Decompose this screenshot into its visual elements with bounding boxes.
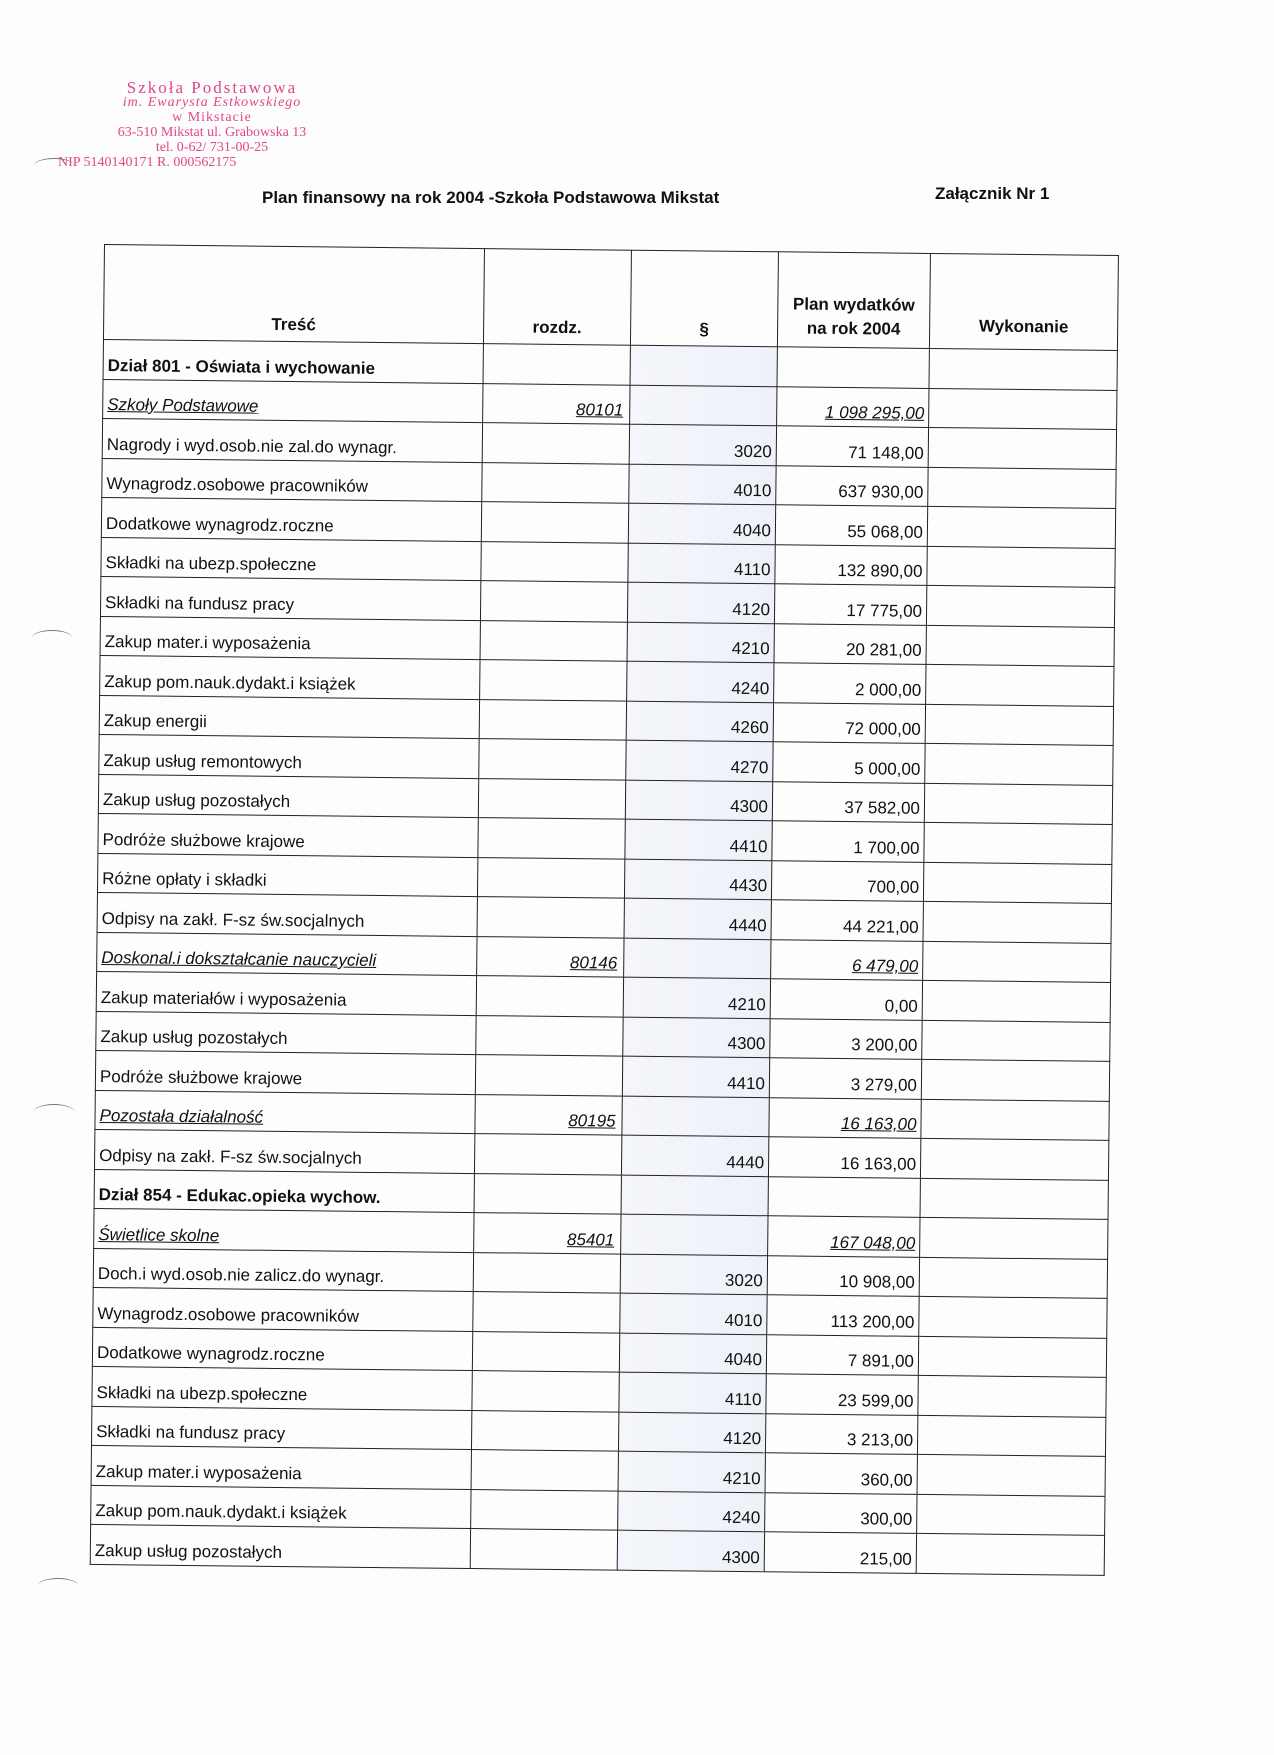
cell-tresc: Odpisy na zakł. F-sz św.socjalnych	[97, 892, 477, 936]
cell-plan: 1 700,00	[772, 821, 924, 862]
cell-tresc: Szkoły Podstawowe	[103, 379, 483, 423]
cell-wykonanie	[929, 388, 1117, 430]
cell-tresc: Zakup mater.i wyposażenia	[100, 616, 480, 660]
cell-plan: 72 000,00	[773, 702, 925, 743]
cell-rozdz	[480, 660, 627, 701]
cell-wykonanie	[923, 901, 1111, 943]
cell-paragraf: 3020	[629, 424, 776, 465]
cell-plan: 17 775,00	[774, 584, 926, 625]
cell-rozdz	[482, 423, 629, 464]
cell-rozdz	[480, 620, 627, 661]
cell-tresc: Dodatkowe wynagrodz.roczne	[92, 1327, 472, 1371]
cell-plan: 3 200,00	[770, 1018, 922, 1059]
cell-rozdz	[471, 1489, 618, 1530]
cell-plan: 7 891,00	[766, 1334, 918, 1375]
cell-rozdz	[476, 1015, 623, 1056]
cell-plan: 215,00	[764, 1532, 916, 1573]
cell-plan: 700,00	[771, 860, 923, 901]
cell-paragraf: 4040	[619, 1333, 766, 1374]
cell-tresc: Pozostała działalność	[95, 1090, 475, 1134]
cell-wykonanie	[917, 1494, 1105, 1536]
cell-plan: 23 599,00	[766, 1374, 918, 1415]
cell-tresc: Świetlice skolne	[94, 1208, 474, 1252]
punch-hole-mark	[38, 1578, 78, 1593]
punch-hole-mark	[32, 630, 72, 645]
cell-tresc: Dodatkowe wynagrodz.roczne	[101, 497, 481, 541]
punch-hole-mark	[34, 158, 74, 173]
cell-paragraf: 4240	[627, 661, 774, 702]
cell-wykonanie	[928, 467, 1116, 509]
cell-paragraf	[621, 1175, 768, 1216]
cell-tresc: Doch.i wyd.osob.nie zalicz.do wynagr.	[93, 1248, 473, 1292]
cell-plan: 10 908,00	[767, 1255, 919, 1296]
cell-paragraf: 4410	[622, 1056, 769, 1097]
cell-tresc: Doskonal.i dokształcanie nauczycieli	[97, 932, 477, 976]
cell-rozdz	[479, 739, 626, 780]
cell-plan: 2 000,00	[774, 663, 926, 704]
cell-wykonanie	[922, 1020, 1110, 1062]
cell-rozdz	[481, 541, 628, 582]
cell-rozdz: 80101	[483, 383, 630, 424]
cell-tresc: Dział 801 - Oświata i wychowanie	[103, 339, 483, 383]
cell-rozdz: 80195	[475, 1094, 622, 1135]
header-wykonanie: Wykonanie	[929, 253, 1118, 350]
table-body	[90, 339, 1117, 1574]
cell-rozdz	[470, 1529, 617, 1570]
cell-rozdz	[481, 502, 628, 543]
cell-rozdz: 85401	[474, 1213, 621, 1254]
cell-rozdz	[478, 778, 625, 819]
cell-plan	[768, 1176, 920, 1217]
cell-paragraf: 4120	[627, 582, 774, 623]
cell-wykonanie	[917, 1415, 1105, 1457]
annex-label: Załącznik Nr 1	[935, 184, 1050, 203]
cell-rozdz	[475, 1055, 622, 1096]
cell-wykonanie	[919, 1296, 1107, 1338]
stamp-line-school-name: Szkoła Podstawowa	[126, 78, 298, 97]
cell-wykonanie	[923, 941, 1111, 983]
cell-plan: 3 279,00	[769, 1058, 921, 1099]
cell-wykonanie	[918, 1375, 1106, 1417]
cell-wykonanie	[926, 664, 1114, 706]
cell-tresc: Zakup usług pozostałych	[96, 1011, 476, 1055]
financial-plan-table	[90, 244, 1119, 1575]
cell-plan: 167 048,00	[768, 1216, 920, 1257]
cell-wykonanie	[926, 625, 1114, 667]
cell-rozdz	[483, 344, 630, 385]
header-tresc: Treść	[103, 245, 484, 344]
stamp-line-phone: tel. 0-62/ 731-00-25	[155, 140, 269, 155]
cell-tresc: Dział 854 - Edukac.opieka wychow.	[94, 1169, 474, 1213]
cell-wykonanie	[924, 783, 1112, 825]
cell-tresc: Podróże służbowe krajowe	[95, 1050, 475, 1094]
cell-rozdz	[477, 857, 624, 898]
cell-tresc: Wynagrodz.osobowe pracowników	[102, 458, 482, 502]
cell-tresc: Zakup usług pozostałych	[98, 774, 478, 818]
cell-plan: 20 281,00	[774, 623, 926, 664]
cell-tresc: Składki na fundusz pracy	[100, 576, 480, 620]
cell-paragraf	[630, 385, 777, 426]
header-paragraf: §	[630, 250, 778, 347]
cell-paragraf: 4430	[624, 859, 771, 900]
header-plan-line2: na rok 2004	[806, 318, 901, 339]
stamp-line-town: w Mikstacie	[172, 110, 252, 125]
cell-plan: 300,00	[765, 1492, 917, 1533]
financial-plan-table-wrapper	[90, 244, 1118, 1575]
cell-wykonanie	[925, 704, 1113, 746]
cell-paragraf: 4110	[619, 1372, 766, 1413]
cell-tresc: Odpisy na zakł. F-sz św.socjalnych	[94, 1129, 474, 1173]
cell-tresc: Nagrody i wyd.osob.nie zal.do wynagr.	[102, 418, 482, 462]
cell-plan: 113 200,00	[767, 1295, 919, 1336]
cell-wykonanie	[924, 822, 1112, 864]
cell-paragraf	[624, 938, 771, 979]
cell-paragraf	[622, 1096, 769, 1137]
cell-paragraf: 4260	[626, 701, 773, 742]
cell-plan: 16 163,00	[769, 1097, 921, 1138]
cell-paragraf: 4300	[617, 1530, 764, 1571]
cell-wykonanie	[916, 1533, 1104, 1575]
page-title: Plan finansowy na rok 2004 -Szkoła Podstawowa Mikstat	[262, 188, 720, 207]
cell-paragraf: 4120	[618, 1412, 765, 1453]
cell-wykonanie	[926, 585, 1114, 627]
cell-rozdz	[478, 818, 625, 859]
cell-paragraf: 4010	[629, 464, 776, 505]
cell-tresc: Zakup pom.nauk.dydakt.i książek	[100, 655, 480, 699]
cell-plan: 37 582,00	[772, 781, 924, 822]
cell-tresc: Wynagrodz.osobowe pracowników	[93, 1287, 473, 1331]
table-header-row	[103, 245, 1118, 351]
stamp-line-nip: NIP 5140140171 R. 000562175	[58, 155, 237, 170]
cell-tresc: Zakup usług remontowych	[99, 734, 479, 778]
stamp-line-address: 63-510 Mikstat ul. Grabowska 13	[117, 125, 307, 140]
cell-plan: 55 068,00	[775, 505, 927, 546]
cell-tresc: Różne opłaty i składki	[97, 853, 477, 897]
cell-paragraf: 4210	[627, 622, 774, 663]
cell-paragraf: 4270	[626, 740, 773, 781]
cell-paragraf: 4300	[625, 780, 772, 821]
cell-rozdz	[482, 462, 629, 503]
cell-wykonanie	[920, 1138, 1108, 1180]
cell-paragraf: 4240	[618, 1491, 765, 1532]
cell-wykonanie	[928, 427, 1116, 469]
header-plan-line1: Plan wydatków	[792, 294, 915, 315]
cell-wykonanie	[923, 862, 1111, 904]
cell-plan: 44 221,00	[771, 900, 923, 941]
cell-rozdz	[471, 1450, 618, 1491]
cell-paragraf: 4300	[623, 1017, 770, 1058]
cell-paragraf: 4440	[624, 898, 771, 939]
cell-rozdz	[479, 699, 626, 740]
cell-paragraf: 4110	[628, 543, 775, 584]
cell-paragraf: 4040	[628, 503, 775, 544]
cell-wykonanie	[919, 1257, 1107, 1299]
cell-wykonanie	[927, 546, 1115, 588]
cell-tresc: Składki na fundusz pracy	[91, 1406, 471, 1450]
cell-paragraf	[630, 345, 777, 386]
cell-plan: 637 930,00	[776, 465, 928, 506]
header-plan	[777, 252, 930, 349]
cell-plan: 5 000,00	[773, 742, 925, 783]
cell-paragraf: 4210	[618, 1451, 765, 1492]
cell-tresc: Zakup usług pozostałych	[90, 1524, 470, 1568]
cell-tresc: Zakup pom.nauk.dydakt.i książek	[91, 1485, 471, 1529]
cell-wykonanie	[927, 506, 1115, 548]
cell-tresc: Składki na ubezp.społeczne	[101, 537, 481, 581]
cell-rozdz	[477, 897, 624, 938]
cell-wykonanie	[917, 1454, 1105, 1496]
school-stamp	[58, 78, 362, 170]
cell-plan: 3 213,00	[765, 1413, 917, 1454]
cell-tresc: Podróże służbowe krajowe	[98, 813, 478, 857]
cell-rozdz	[476, 976, 623, 1017]
cell-tresc: Składki na ubezp.społeczne	[92, 1366, 472, 1410]
cell-plan: 71 148,00	[776, 426, 928, 467]
cell-rozdz	[472, 1371, 619, 1412]
cell-tresc: Zakup energii	[99, 695, 479, 739]
cell-rozdz	[480, 581, 627, 622]
cell-wykonanie	[920, 1217, 1108, 1259]
cell-rozdz	[471, 1410, 618, 1451]
cell-plan: 16 163,00	[768, 1137, 920, 1178]
cell-rozdz	[473, 1292, 620, 1333]
stamp-line-patron: im. Ewarysta Estkowskiego	[122, 95, 302, 110]
cell-rozdz	[474, 1173, 621, 1214]
cell-rozdz: 80146	[477, 936, 624, 977]
cell-wykonanie	[920, 1178, 1108, 1220]
cell-paragraf: 4010	[620, 1293, 767, 1334]
cell-plan	[777, 347, 929, 388]
cell-wykonanie	[918, 1336, 1106, 1378]
cell-tresc: Zakup mater.i wyposażenia	[91, 1445, 471, 1489]
cell-paragraf: 3020	[620, 1254, 767, 1295]
cell-plan: 6 479,00	[771, 939, 923, 980]
punch-hole-mark	[34, 1104, 74, 1119]
cell-wykonanie	[921, 1059, 1109, 1101]
cell-paragraf: 4210	[623, 977, 770, 1018]
cell-wykonanie	[925, 743, 1113, 785]
header-rozdz: rozdz.	[483, 249, 631, 346]
cell-wykonanie	[922, 980, 1110, 1022]
cell-paragraf: 4410	[625, 819, 772, 860]
cell-paragraf: 4440	[621, 1135, 768, 1176]
cell-wykonanie	[929, 348, 1117, 390]
cell-plan: 360,00	[765, 1453, 917, 1494]
cell-tresc: Zakup materiałów i wyposażenia	[96, 971, 476, 1015]
cell-wykonanie	[921, 1099, 1109, 1141]
cell-plan: 0,00	[770, 979, 922, 1020]
cell-paragraf	[621, 1214, 768, 1255]
cell-rozdz	[474, 1134, 621, 1175]
cell-rozdz	[472, 1331, 619, 1372]
cell-plan: 132 890,00	[775, 544, 927, 585]
cell-rozdz	[473, 1252, 620, 1293]
cell-plan: 1 098 295,00	[777, 386, 929, 427]
